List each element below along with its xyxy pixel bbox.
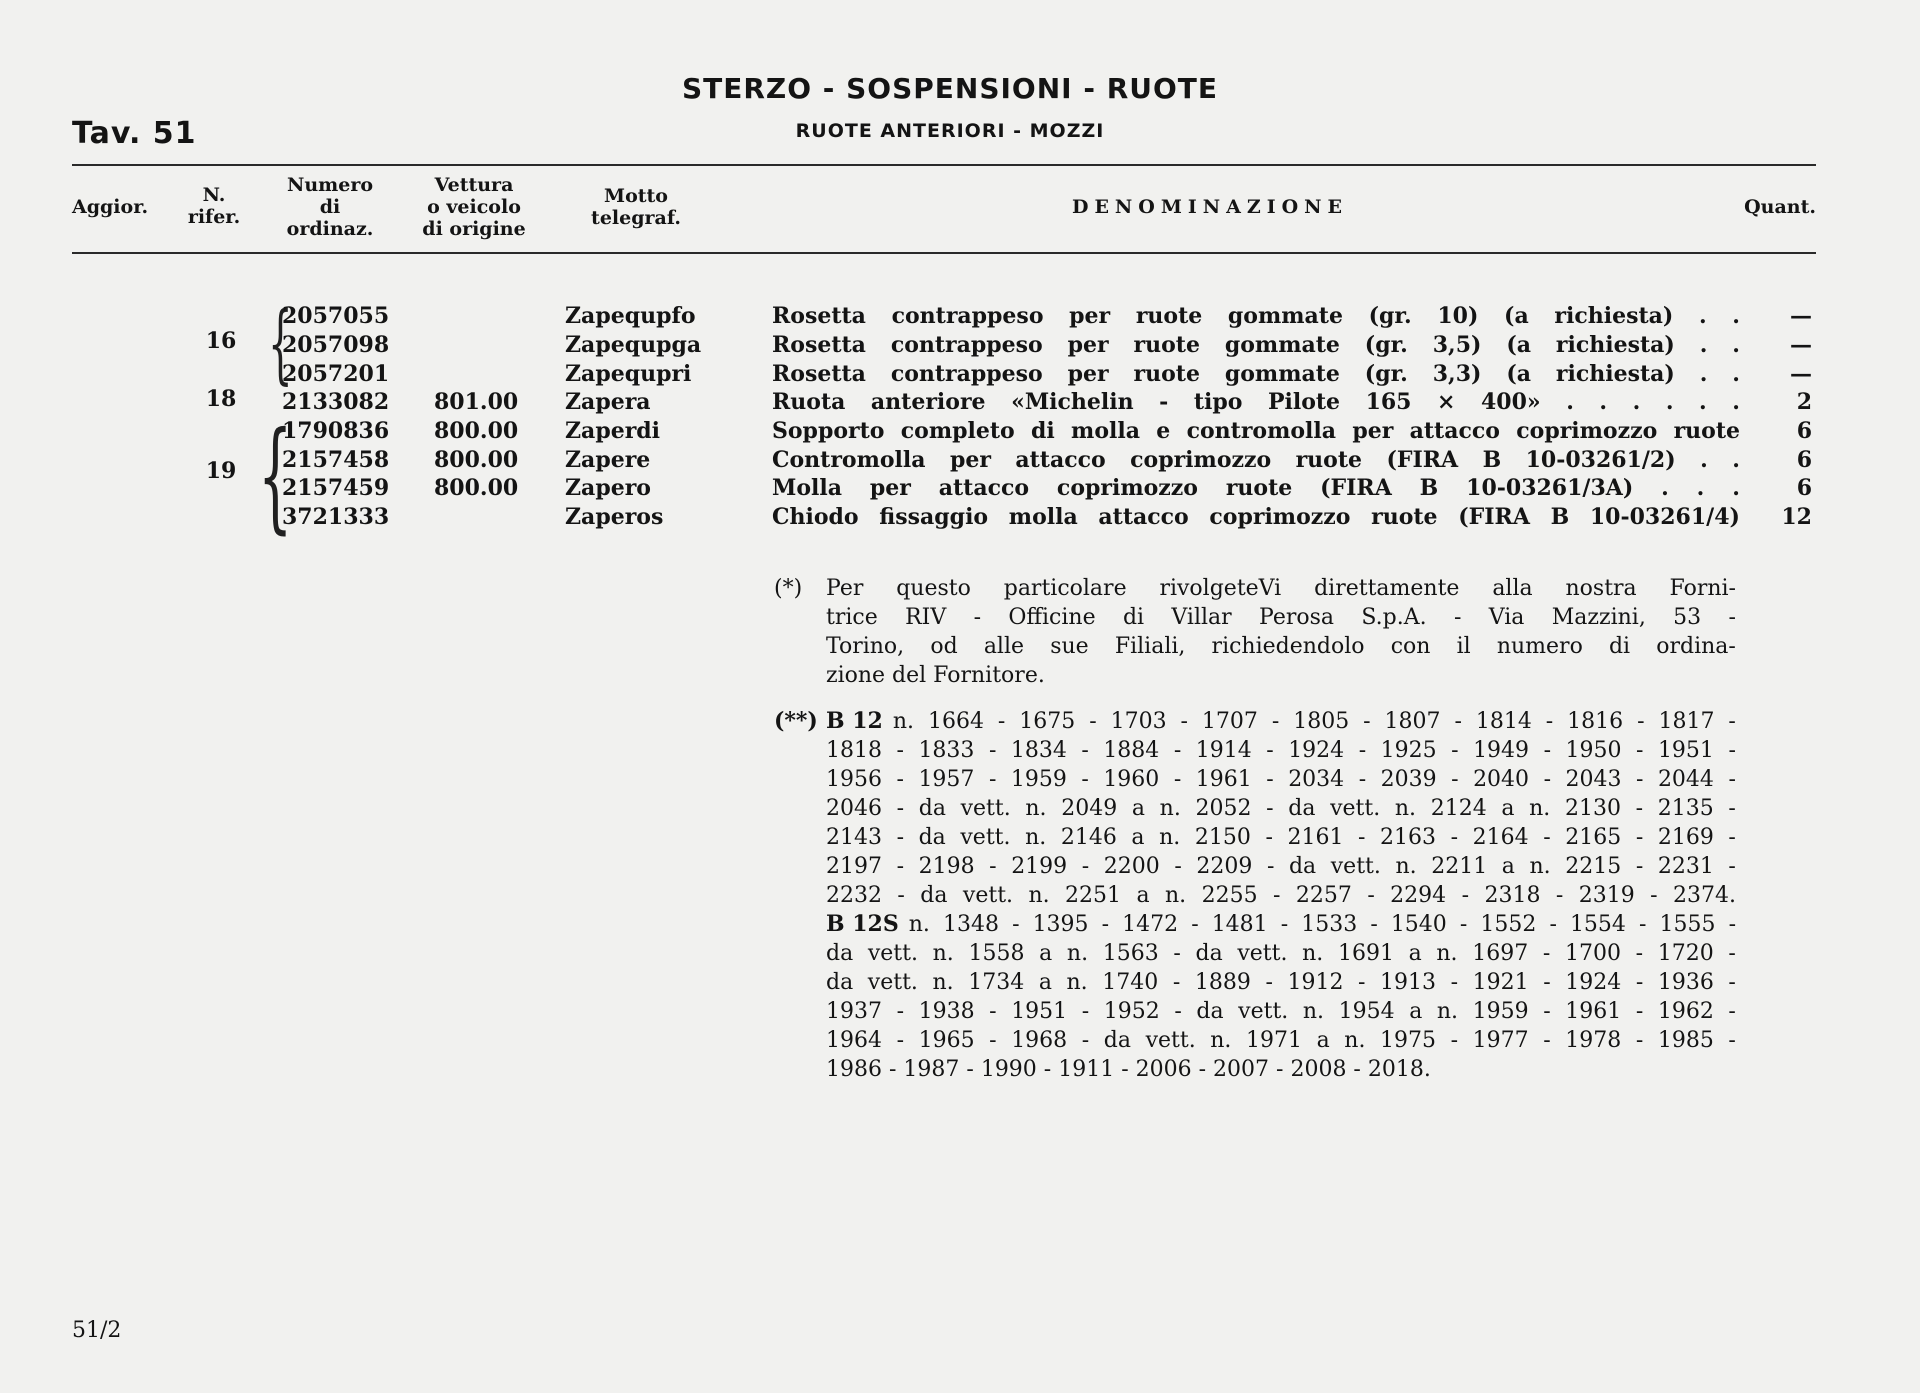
telegraph-code: Zapequpga [565, 332, 702, 358]
model-label-b12s: B 12S [826, 911, 899, 937]
telegraph-code: Zapequpri [565, 361, 692, 387]
quantity: 6 [1796, 475, 1812, 501]
vehicle-range: n. 1348 - 1395 - 1472 - 1481 - 1533 - 1540 - 1552 - 1554 - 1555 - [908, 912, 1736, 937]
order-number: 2157458 [282, 447, 390, 473]
footnote-line: da vett. n. 1558 a n. 1563 - da vett. n. 1691 a n. 1697 - 1700 - 1720 - [826, 941, 1736, 966]
vehicle-origin: 800.00 [434, 418, 519, 444]
vehicle-origin: 800.00 [434, 447, 519, 473]
ref-number: 18 [205, 386, 237, 412]
footnote-line: 2143 - da vett. n. 2146 a n. 2150 - 2161 - 2163 - 2164 - 2165 - 2169 - [826, 825, 1736, 850]
model-label-b12: B 12 [826, 708, 883, 734]
vehicle-origin: 800.00 [434, 475, 519, 501]
footnote-line: 2197 - 2198 - 2199 - 2200 - 2209 - da vett. n. 2211 a n. 2215 - 2231 - [826, 854, 1736, 879]
quantity: 12 [1781, 504, 1812, 530]
table-row [0, 388, 1920, 417]
footnote-text [826, 574, 1736, 690]
part-description: Rosetta contrappeso per ruote gommate (gr. 3,3) (a richiesta) . . [772, 361, 1740, 387]
part-description: Ruota anteriore «Michelin - tipo Pilote 165 × 400» . . . . . . [772, 389, 1740, 415]
quantity: — [1790, 332, 1812, 358]
telegraph-code: Zaperos [565, 504, 664, 530]
ref-number: 19 [205, 458, 237, 484]
table-row [0, 302, 1920, 331]
footnote-line: 1937 - 1938 - 1951 - 1952 - da vett. n. 1954 a n. 1959 - 1961 - 1962 - [826, 999, 1736, 1024]
footnote-line: 1986 - 1987 - 1990 - 1911 - 2006 - 2007 - 2008 - 2018. [826, 1057, 1431, 1082]
telegraph-code: Zapequpfo [565, 303, 696, 329]
telegraph-code: Zapera [565, 389, 651, 415]
order-number: 3721333 [282, 504, 390, 530]
telegraph-code: Zapero [565, 475, 651, 501]
footnote-line [826, 707, 1736, 736]
order-number: 2057098 [282, 332, 390, 358]
footnote-line: 1956 - 1957 - 1959 - 1960 - 1961 - 2034 - 2039 - 2040 - 2043 - 2044 - [826, 767, 1736, 792]
table-row [0, 474, 1920, 503]
footnote-line: zione del Fornitore. [826, 663, 1045, 688]
vehicle-origin: 801.00 [434, 389, 519, 415]
column-header-motto: Motto telegraf. [591, 185, 681, 229]
footnote-line: Torino, od alle sue Filiali, richiedendolo con il numero di ordina- [826, 634, 1736, 659]
table-row [0, 503, 1920, 532]
column-header-denominazione: DENOMINAZIONE [1071, 196, 1349, 218]
column-header-numero: Numero di ordinaz. [286, 174, 374, 240]
telegraph-code: Zapere [565, 447, 651, 473]
page-subtitle: RUOTE ANTERIORI - MOZZI [795, 120, 1105, 142]
part-description: Chiodo fissaggio molla attacco coprimozzo ruote (FIRA B 10-03261/4) [772, 504, 1740, 530]
column-header-n-rifer: N. rifer. [187, 184, 241, 228]
footnote-text [826, 707, 1736, 1084]
table-row [0, 331, 1920, 360]
quantity: 6 [1796, 447, 1812, 473]
footnote-line: 1818 - 1833 - 1834 - 1884 - 1914 - 1924 - 1925 - 1949 - 1950 - 1951 - [826, 738, 1736, 763]
footnote-line: 2046 - da vett. n. 2049 a n. 2052 - da vett. n. 2124 a n. 2130 - 2135 - [826, 796, 1736, 821]
footnote-mark: (*) [774, 576, 803, 601]
table-number: Tav. 51 [72, 116, 197, 151]
column-header-vettura: Vettura o veicolo di origine [422, 174, 526, 240]
quantity: — [1790, 361, 1812, 387]
part-description: Rosetta contrappeso per ruote gommate (gr. 3,5) (a richiesta) . . [772, 332, 1740, 358]
footnote-line: 1964 - 1965 - 1968 - da vett. n. 1971 a n. 1975 - 1977 - 1978 - 1985 - [826, 1028, 1736, 1053]
footnote-line: 2232 - da vett. n. 2251 a n. 2255 - 2257 - 2294 - 2318 - 2319 - 2374. [826, 883, 1736, 908]
footnote-line [826, 910, 1736, 939]
footnote-line: trice RIV - Officine di Villar Perosa S.p.A. - Via Mazzini, 53 - [826, 605, 1736, 630]
footnote-line: da vett. n. 1734 a n. 1740 - 1889 - 1912 - 1913 - 1921 - 1924 - 1936 - [826, 970, 1736, 995]
brace-19: { [258, 407, 293, 546]
table-row [0, 417, 1920, 446]
top-divider [72, 164, 1816, 166]
order-number: 2057201 [282, 361, 390, 387]
part-description: Contromolla per attacco coprimozzo ruote (FIRA B 10-03261/2) . . [772, 447, 1740, 473]
part-description: Rosetta contrappeso per ruote gommate (gr. 10) (a richiesta) . . [772, 303, 1740, 329]
page-title: STERZO - SOSPENSIONI - RUOTE [681, 72, 1219, 105]
order-number: 2157459 [282, 475, 390, 501]
ref-number: 16 [205, 328, 237, 354]
order-number: 2057055 [282, 303, 390, 329]
footnote-mark: (**) [774, 708, 818, 734]
brace-16: { [268, 294, 293, 394]
quantity: 6 [1796, 418, 1812, 444]
part-description: Sopporto completo di molla e contromolla per attacco coprimozzo ruote [772, 418, 1740, 444]
quantity: — [1790, 303, 1812, 329]
quantity: 2 [1796, 389, 1812, 415]
vehicle-range: n. 1664 - 1675 - 1703 - 1707 - 1805 - 1807 - 1814 - 1816 - 1817 - [892, 709, 1736, 734]
header-divider [72, 252, 1816, 254]
footnote-line: Per questo particolare rivolgeteVi direttamente alla nostra Forni- [826, 576, 1736, 601]
order-number: 2133082 [282, 389, 390, 415]
telegraph-code: Zaperdi [565, 418, 661, 444]
column-header-quant: Quant. [1744, 196, 1816, 218]
table-row [0, 360, 1920, 389]
table-row [0, 446, 1920, 475]
column-header-aggior: Aggior. [72, 196, 149, 218]
order-number: 1790836 [282, 418, 390, 444]
part-description: Molla per attacco coprimozzo ruote (FIRA B 10-03261/3A) . . . [772, 475, 1740, 501]
page-number: 51/2 [72, 1318, 122, 1343]
